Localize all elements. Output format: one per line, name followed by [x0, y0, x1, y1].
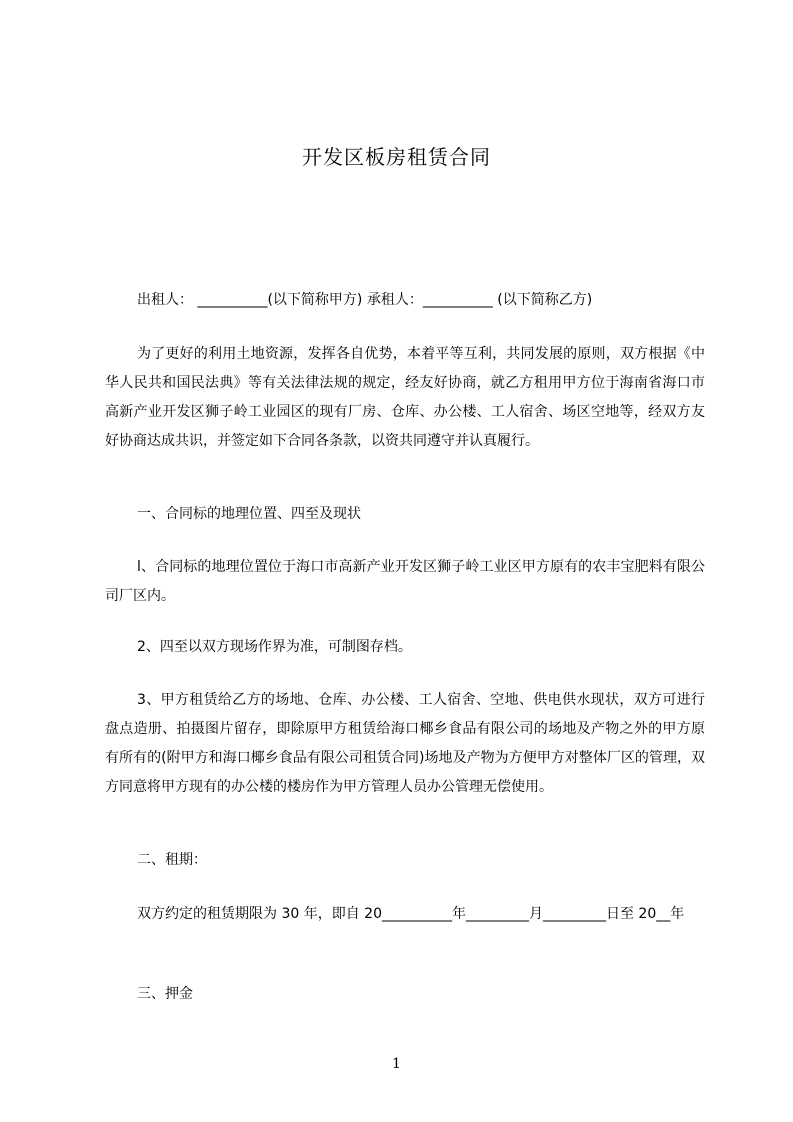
intro-paragraph: 为了更好的利用土地资源，发挥各自优势，本着平等互利，共同发展的原则，双方根据《中华人民共和国民法典》等有关法律法规的规定，经友好协商，就乙方租用甲方位于海南省海口市高新产业开发区狮子岭工业园区的现有厂房、仓库、办公楼、工人宿舍、场区空地等，经双方友好协商达成共识，并签定如下合同各条款，以资共同遵守并认真履行。: [105, 346, 705, 449]
document-title: 开发区板房租赁合同: [302, 145, 491, 169]
lease-term-paragraph: 双方约定的租赁期限为 30 年，即自 20__________年_________月_________日至 20__年: [137, 906, 685, 922]
clause-2: 2、四至以双方现场作界为准，可制图存档。: [137, 639, 412, 655]
section-3-heading: 三、押金: [137, 986, 193, 1002]
clause-3: 3、甲方租赁给乙方的场地、仓库、办公楼、工人宿舍、空地、供电供水现状，双方可进行盘点造册、拍摄图片留存，即除原甲方租赁给海口椰乡食品有限公司的场地及产物之外的甲方原有所有的(附甲方和海口椰乡食品有限公司租赁合同)场地及产物为方便甲方对整体厂区的管理，双方同意将甲方现有的办公楼的楼房作为甲方管理人员办公管理无偿使用。: [105, 692, 705, 795]
section-1-heading: 一、合同标的地理位置、四至及现状: [137, 506, 361, 522]
section-2-heading: 二、租期：: [137, 852, 207, 868]
clause-1: l、合同标的地理位置位于海口市高新产业开发区狮子岭工业区甲方原有的农丰宝肥料有限公司厂区内。: [105, 559, 705, 604]
page-number: 1: [392, 1056, 401, 1072]
parties-line: 出租人： __________(以下简称甲方) 承租人：__________ (以下简称乙方): [137, 292, 593, 308]
